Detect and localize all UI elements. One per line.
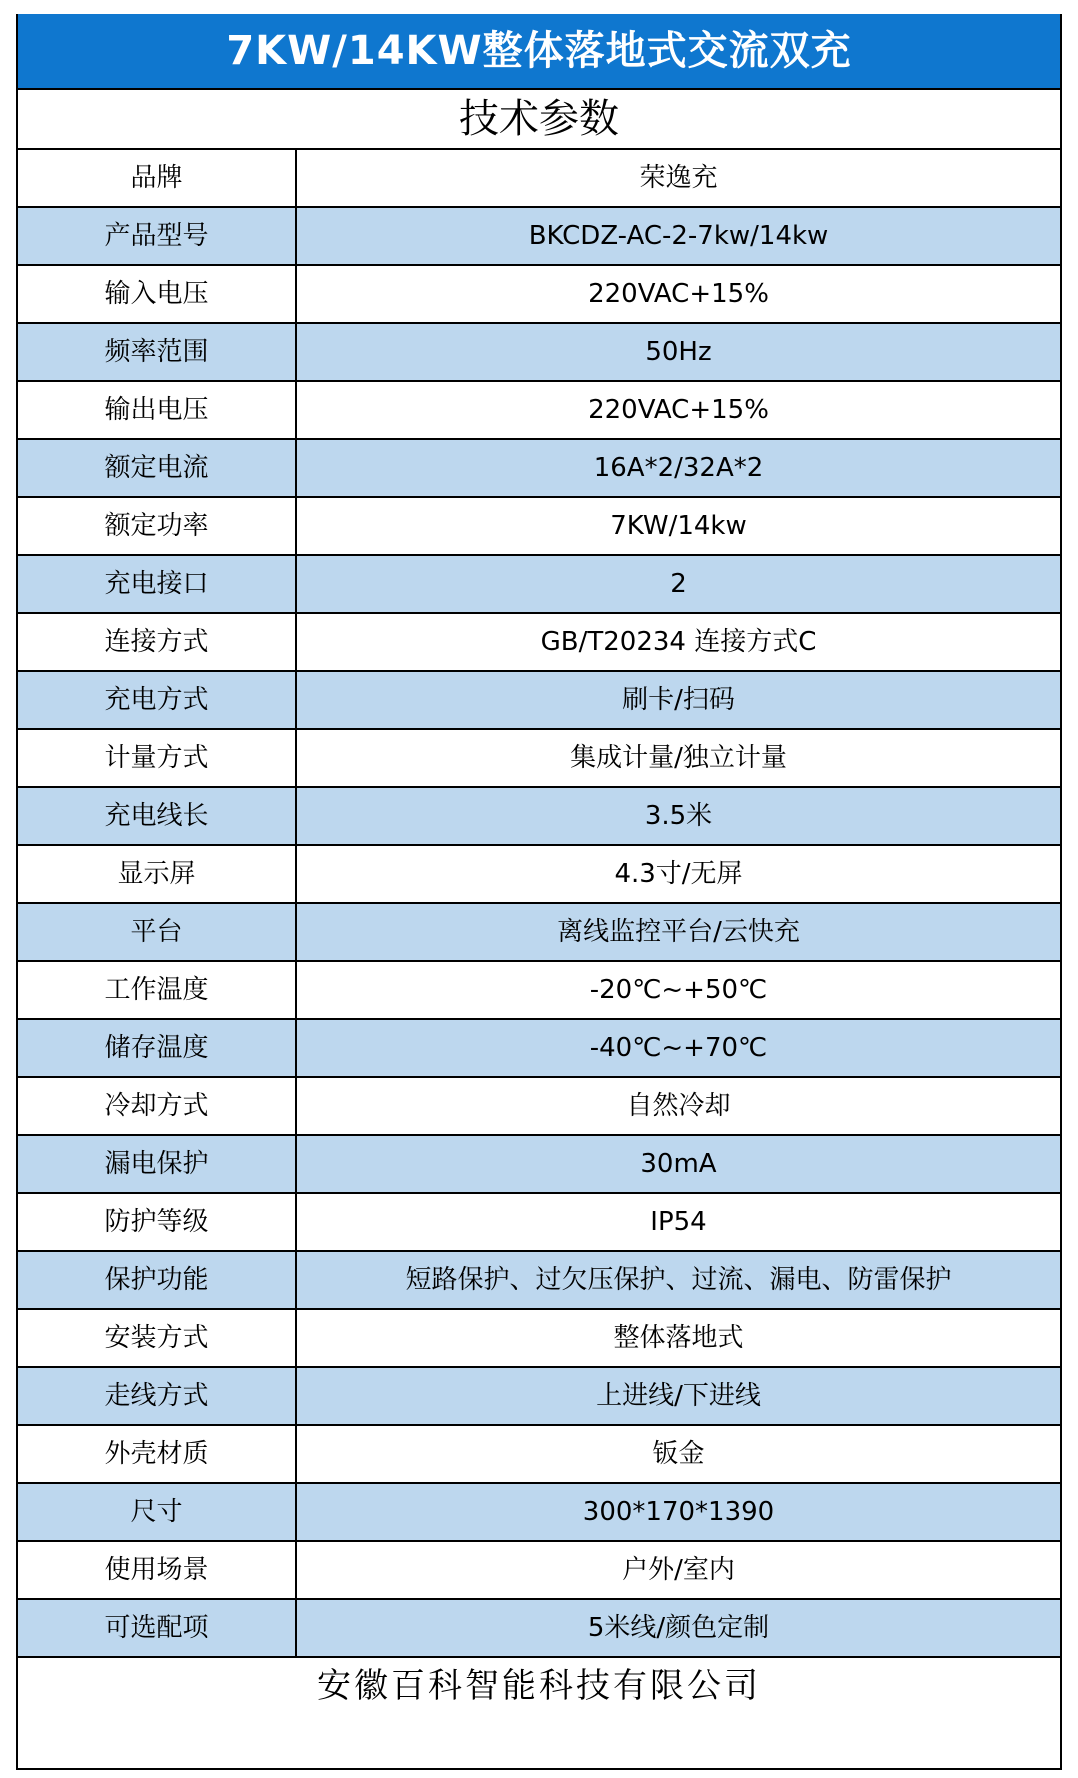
param-label: 充电线长 [18,788,297,844]
table-row [18,614,1060,672]
param-value: 4.3寸/无屏 [614,859,743,889]
param-label: 工作温度 [18,962,297,1018]
param-label: 安装方式 [18,1310,297,1366]
param-value: 7KW/14kw [610,511,747,541]
product-title: 7KW/14KW整体落地式交流双充 [18,14,1060,90]
param-value: 30mA [640,1149,717,1179]
param-label: 频率范围 [18,324,297,380]
param-label: 输入电压 [18,266,297,322]
spec-table [18,150,1060,1658]
table-row [18,1426,1060,1484]
table-row [18,1600,1060,1658]
table-row [18,266,1060,324]
param-label: 连接方式 [18,614,297,670]
table-row [18,1368,1060,1426]
param-value: 300*170*1390 [582,1497,775,1527]
param-label: 冷却方式 [18,1078,297,1134]
param-label: 使用场景 [18,1542,297,1598]
param-label: 平台 [18,904,297,960]
table-row [18,556,1060,614]
param-value: 集成计量/独立计量 [570,743,787,773]
table-row [18,324,1060,382]
table-row [18,904,1060,962]
table-row [18,962,1060,1020]
param-label: 品牌 [18,150,297,206]
param-label: 额定功率 [18,498,297,554]
section-title: 技术参数 [18,90,1060,150]
param-value: BKCDZ-AC-2-7kw/14kw [528,221,829,251]
param-label: 额定电流 [18,440,297,496]
param-value: IP54 [650,1207,707,1237]
param-value: 上进线/下进线 [596,1381,761,1411]
table-row [18,1194,1060,1252]
table-row [18,1136,1060,1194]
param-label: 走线方式 [18,1368,297,1424]
param-label: 产品型号 [18,208,297,264]
param-label: 充电方式 [18,672,297,728]
param-value: GB/T20234 连接方式C [540,627,817,657]
param-label: 显示屏 [18,846,297,902]
param-label: 输出电压 [18,382,297,438]
param-value: 刷卡/扫码 [622,685,735,715]
param-value: 荣逸充 [639,163,718,193]
param-value: 50Hz [645,337,712,367]
table-row [18,1252,1060,1310]
param-label: 保护功能 [18,1252,297,1308]
param-value: 220VAC+15% [588,395,769,425]
table-row [18,1078,1060,1136]
table-row [18,788,1060,846]
company-name: 安徽百科智能科技有限公司 [317,1666,761,1706]
param-value: -20℃~+50℃ [589,975,768,1005]
param-value: 5米线/颜色定制 [587,1613,770,1643]
param-value: 16A*2/32A*2 [593,453,764,483]
param-value: 220VAC+15% [588,279,769,309]
param-label: 计量方式 [18,730,297,786]
param-label: 尺寸 [18,1484,297,1540]
table-row [18,1542,1060,1600]
table-row [18,730,1060,788]
spec-sheet [16,14,1062,1770]
param-label: 外壳材质 [18,1426,297,1482]
param-label: 防护等级 [18,1194,297,1250]
table-row [18,1020,1060,1078]
table-row [18,150,1060,208]
table-row [18,440,1060,498]
param-label: 充电接口 [18,556,297,612]
param-value: 钣金 [652,1439,705,1469]
table-row [18,498,1060,556]
table-row [18,382,1060,440]
param-value: 离线监控平台/云快充 [557,917,800,947]
table-row [18,1310,1060,1368]
table-row [18,1484,1060,1542]
param-label: 漏电保护 [18,1136,297,1192]
param-label: 储存温度 [18,1020,297,1076]
table-row [18,208,1060,266]
param-value: 自然冷却 [626,1091,731,1121]
param-value: 短路保护、过欠压保护、过流、漏电、防雷保护 [405,1265,952,1295]
param-value: 整体落地式 [613,1323,744,1353]
param-value: -40℃~+70℃ [589,1033,768,1063]
param-label: 可选配项 [18,1600,297,1656]
param-value: 2 [670,569,687,599]
table-row [18,846,1060,904]
param-value: 3.5米 [644,801,713,831]
param-value: 户外/室内 [622,1555,735,1585]
table-row [18,672,1060,730]
